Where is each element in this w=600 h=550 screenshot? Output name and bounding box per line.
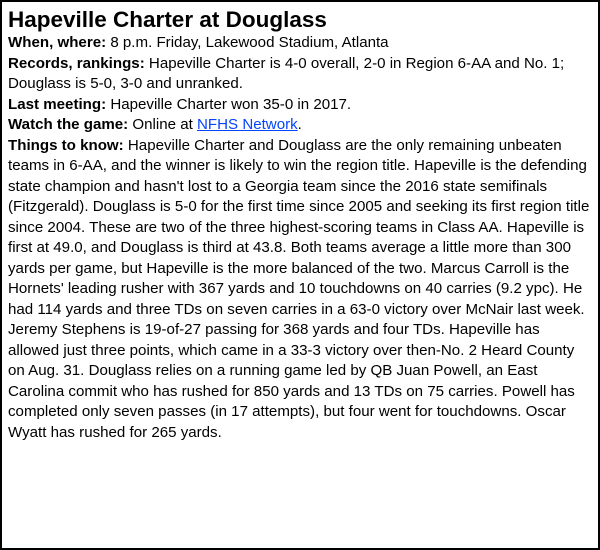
nfhs-network-link[interactable]: NFHS Network [197,116,298,133]
watch-text-before: Online at [128,116,198,133]
watch-label: Watch the game: [8,116,129,133]
last-meeting-label: Last meeting: [8,95,107,113]
records-line [8,54,594,95]
records-label: Records, rankings: [8,54,145,72]
watch-text-after: . [297,116,302,133]
records-text: Hapeville Charter is 4-0 overall, 2-0 in Region 6-AA and No. 1; Douglass is 5-0, 3-0 and unranked. [8,54,565,92]
things-to-know-text: Hapeville Charter and Douglass are the only remaining unbeaten teams in 6-AA, and the winner is likely to win the region title. Hapeville is the defending state champion and hasn't lost to a Georgia team since the 2016 state semifinals (Fitzgerald). Douglass is 5-0 for the first time since 2005 and seeking its first region title since 2004. These are two of the three highest-scoring teams in Class AA. Hapeville is first at 49.0, and Douglass is third at 43.8. Both teams average a little more than 300 yards per game, but Hapeville is the more balanced of the two. Marcus Carroll is the Hornets' leading rusher with 367 yards and 10 touchdowns on 40 carries (9.2 ypc). He had 114 yards and three TDs on seven carries in a 63-0 victory over McNair last week. Jeremy Stephens is 19-of-27 passing for 368 yards and four TDs. Hapeville has allowed just three points, which came in a 33-3 victory over then-No. 2 Heard County on Aug. 31. Douglass relies on a running game led by QB Juan Powell, an East Carolina commit who has rushed for 850 yards and 13 TDs on 75 carries. Powell has completed only seven passes (in 17 attempts), but four went for touchdowns. Oscar Wyatt has rushed for 265 yards. [8,136,590,441]
watch-line [8,115,594,136]
when-where-line [8,33,594,54]
when-where-text: 8 p.m. Friday, Lakewood Stadium, Atlanta [106,34,389,51]
last-meeting-line [8,95,594,116]
last-meeting-text: Hapeville Charter won 35-0 in 2017. [106,95,352,113]
things-to-know-paragraph [8,136,594,444]
game-title: Hapeville Charter at Douglass [8,7,327,32]
things-to-know-label: Things to know: [8,136,124,154]
when-where-label: When, where: [8,34,107,51]
